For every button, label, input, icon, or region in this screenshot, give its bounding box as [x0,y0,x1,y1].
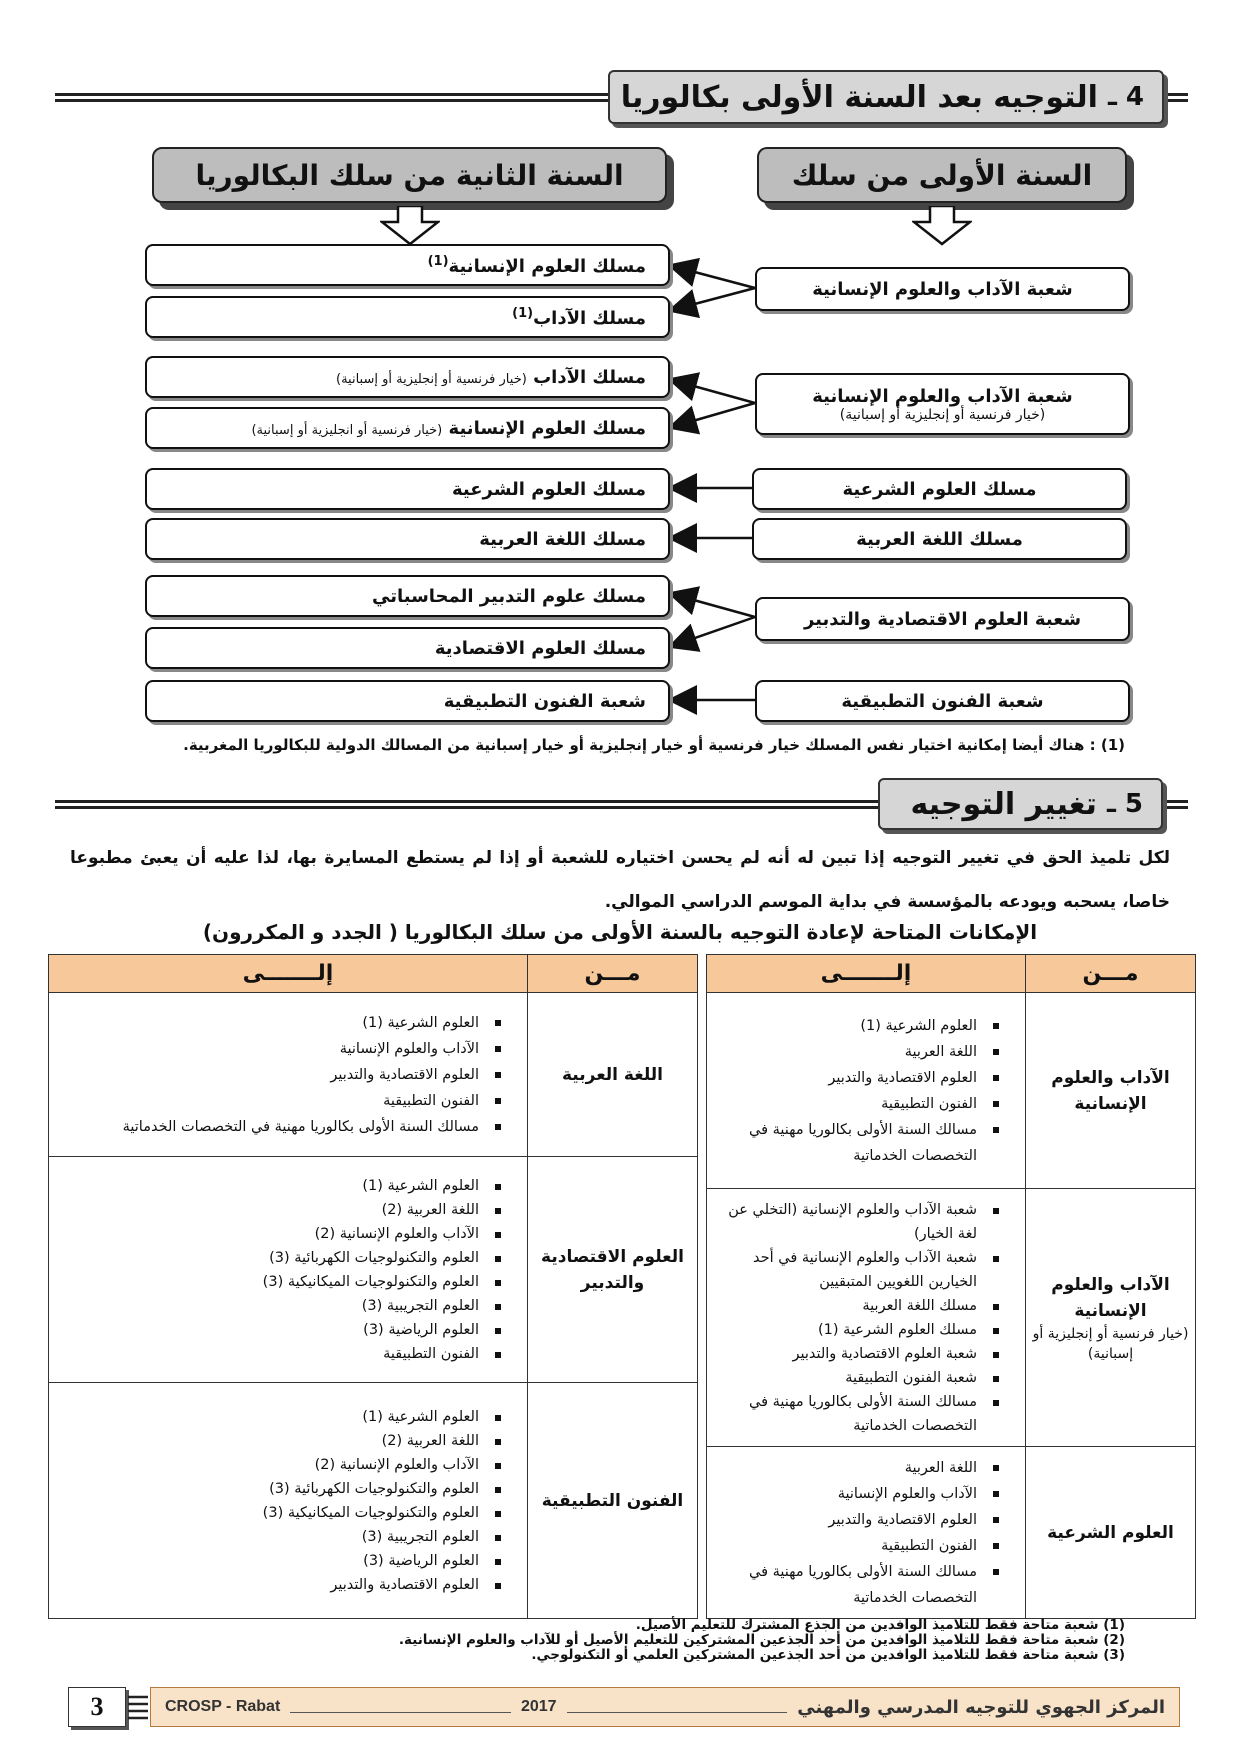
list-item: العلوم الرياضية (3) [55,1549,519,1573]
list-item: مسالك السنة الأولى بكالوريا مهنية في التخصصات الخدماتية [713,1390,1017,1438]
section5-rule-right [1160,800,1188,809]
row-to [49,1383,528,1619]
flow-note: (1) : هناك أيضا إمكانية اختيار نفس المسلك خيار فرنسية أو خيار إنجليزية أو خيار إسبانية من المسالك الدولية للبكالوريا المغربية. [183,736,1125,754]
list-item: العلوم التجريبية (3) [55,1525,519,1549]
list-item: العلوم الرياضية (3) [55,1318,519,1342]
flow-left-header: السنة الثانية من سلك البكالوريا [152,147,667,203]
row-from: الآداب والعلوم الإنسانية [1026,993,1196,1189]
row-from: اللغة العربية [528,993,698,1157]
section5-number: 5 ـ [1106,789,1143,819]
flow-target-letters: مسلك الآداب$^{(1)}$ [145,296,670,338]
flow-source-letters-humanities: شعبة الآداب والعلوم الإنسانية [755,267,1130,311]
flow-target-humanities-option: مسلك العلوم الإنسانية (خيار فرنسية أو انجليزية أو إسبانية) [145,407,670,449]
flow-target-humanities: مسلك العلوم الإنسانية$^{(1)}$ [145,244,670,286]
section5-title [878,778,1163,830]
section5-paragraph: لكل تلميذ الحق في تغيير التوجيه إذا تبين له أنه لم يحسن اختياره للشعبة أو إذا لم يستطع المسايرة بها، لذا عليه أن يعبئ مطبوعا خاصا، يسحبه ويودعه بالمؤسسة في بداية الموسم الدراسي الموالي. [70,848,1170,912]
right-table-from-header: مـــن [1026,955,1196,993]
list-item: اللغة العربية (2) [55,1429,519,1453]
list-item: شعبة العلوم الاقتصادية والتدبير [713,1342,1017,1366]
list-item: شعبة الفنون التطبيقية [713,1366,1017,1390]
flow-right-header: السنة الأولى من سلك [757,147,1127,203]
footnote: (2) شعبة متاحة فقط للتلاميذ الوافدين من أحد الجذعين المشتركين للتعليم الأصيل أو للآداب والعلوم الإنسانية. [398,1632,1125,1648]
list-item: شعبة الآداب والعلوم الإنسانية في أحد الخيارين اللغويين المتبقيين [713,1246,1017,1294]
list-item: اللغة العربية [713,1455,1017,1481]
row-from: الفنون التطبيقية [528,1383,698,1619]
reorientation-table-right [706,954,1196,1619]
list-item: مسلك اللغة العربية [713,1294,1017,1318]
flow-target-arabic: مسلك اللغة العربية [145,518,670,560]
list-item: العلوم الاقتصادية والتدبير [713,1065,1017,1091]
list-item: العلوم والتكنولوجيات الكهربائية (3) [55,1246,519,1270]
row-to [49,1157,528,1383]
list-item: الفنون التطبيقية [55,1088,519,1114]
section4-title-text: التوجيه بعد السنة الأولى بكالوريا [620,79,1098,115]
table-row [49,1157,698,1383]
flow-target-applied-arts: شعبة الفنون التطبيقية [145,680,670,722]
list-item: الفنون التطبيقية [55,1342,519,1366]
row-to [707,1189,1026,1447]
list-item: العلوم الشرعية (1) [55,1174,519,1198]
footnote: (3) شعبة متاحة فقط للتلاميذ الوافدين من أحد الجذعين المشتركين العلمي أو التكنولوجي. [531,1647,1125,1663]
list-item: شعبة الآداب والعلوم الإنسانية (التخلي عن لغة الخيار) [713,1198,1017,1246]
footer-org-code: CROSP - Rabat [165,1698,281,1715]
list-item: اللغة العربية [713,1039,1017,1065]
row-from: الآداب والعلوم الإنسانية (خيار فرنسية أو إنجليزية أو إسبانية) [1026,1189,1196,1447]
left-table-to-header: إلـــــــى [49,955,528,993]
list-item: العلوم الشرعية (1) [55,1405,519,1429]
flow-target-economics: مسلك العلوم الاقتصادية [145,627,670,669]
footer-divider [567,1712,788,1713]
tables-title: الإمكانات المتاحة لإعادة التوجيه بالسنة الأولى من سلك البكالوريا ( الجدد و المكررون) [202,920,1038,944]
table-row [707,1189,1196,1447]
footer-bar [150,1687,1180,1727]
list-item: الآداب والعلوم الإنسانية [713,1481,1017,1507]
flow-source-applied-arts: شعبة الفنون التطبيقية [755,680,1130,722]
page-number: 3 [68,1687,126,1727]
flow-source-arabic: مسلك اللغة العربية [752,518,1127,560]
footer-divider [290,1712,511,1713]
row-to [707,1447,1026,1619]
footnotes [399,1618,1125,1663]
table-row [49,993,698,1157]
list-item: العلوم الاقتصادية والتدبير [55,1573,519,1597]
footer-year: 2017 [520,1698,557,1715]
flow-source-sharia: مسلك العلوم الشرعية [752,468,1127,510]
row-to [49,993,528,1157]
list-item: العلوم الاقتصادية والتدبير [713,1507,1017,1533]
flow-target-accounting: مسلك علوم التدبير المحاسباتي [145,575,670,617]
list-item: الفنون التطبيقية [713,1091,1017,1117]
right-table-to-header: إلـــــــى [707,955,1026,993]
list-item: الآداب والعلوم الإنسانية [55,1036,519,1062]
table-row [707,1447,1196,1619]
list-item: اللغة العربية (2) [55,1198,519,1222]
list-item: مسالك السنة الأولى بكالوريا مهنية في التخصصات الخدماتية [55,1114,519,1140]
list-item: الآداب والعلوم الإنسانية (2) [55,1222,519,1246]
list-item: مسالك السنة الأولى بكالوريا مهنية في التخصصات الخدماتية [713,1559,1017,1611]
row-from: العلوم الشرعية [1026,1447,1196,1619]
list-item: العلوم الشرعية (1) [55,1010,519,1036]
list-item: العلوم الشرعية (1) [713,1013,1017,1039]
section5-title-text: تغيير التوجيه [910,786,1097,822]
list-item: مسلك العلوم الشرعية (1) [713,1318,1017,1342]
list-item: الآداب والعلوم الإنسانية (2) [55,1453,519,1477]
table-row [49,1383,698,1619]
list-item: العلوم والتكنولوجيات الميكانيكية (3) [55,1270,519,1294]
list-item: العلوم والتكنولوجيات الكهربائية (3) [55,1477,519,1501]
section5-rule-left [55,800,880,809]
table-row [707,993,1196,1189]
list-item: العلوم الاقتصادية والتدبير [55,1062,519,1088]
reorientation-table-left [48,954,698,1619]
row-from: العلوم الاقتصادية والتدبير [528,1157,698,1383]
list-item: العلوم والتكنولوجيات الميكانيكية (3) [55,1501,519,1525]
footer-center-name: المركز الجهوي للتوجيه المدرسي والمهني [797,1696,1166,1718]
list-item: العلوم التجريبية (3) [55,1294,519,1318]
row-to [707,993,1026,1189]
flow-target-sharia: مسلك العلوم الشرعية [145,468,670,510]
flow-source-economics: شعبة العلوم الاقتصادية والتدبير [755,597,1130,641]
list-item: مسالك السنة الأولى بكالوريا مهنية في التخصصات الخدماتية [713,1117,1017,1169]
section4-number: 4 ـ [1107,82,1144,112]
footnote: (1) شعبة متاحة فقط للتلاميذ الوافدين من الجذع المشترك للتعليم الأصيل. [635,1617,1125,1633]
list-item: الفنون التطبيقية [713,1533,1017,1559]
left-table-from-header: مـــن [528,955,698,993]
footer-lines-icon [128,1693,148,1723]
flow-target-letters-option: مسلك الآداب (خيار فرنسية أو إنجليزية أو إسبانية) [145,356,670,398]
flow-source-letters-humanities-option: شعبة الآداب والعلوم الإنسانية (خيار فرنسية أو إنجليزية أو إسبانية) [755,373,1130,435]
